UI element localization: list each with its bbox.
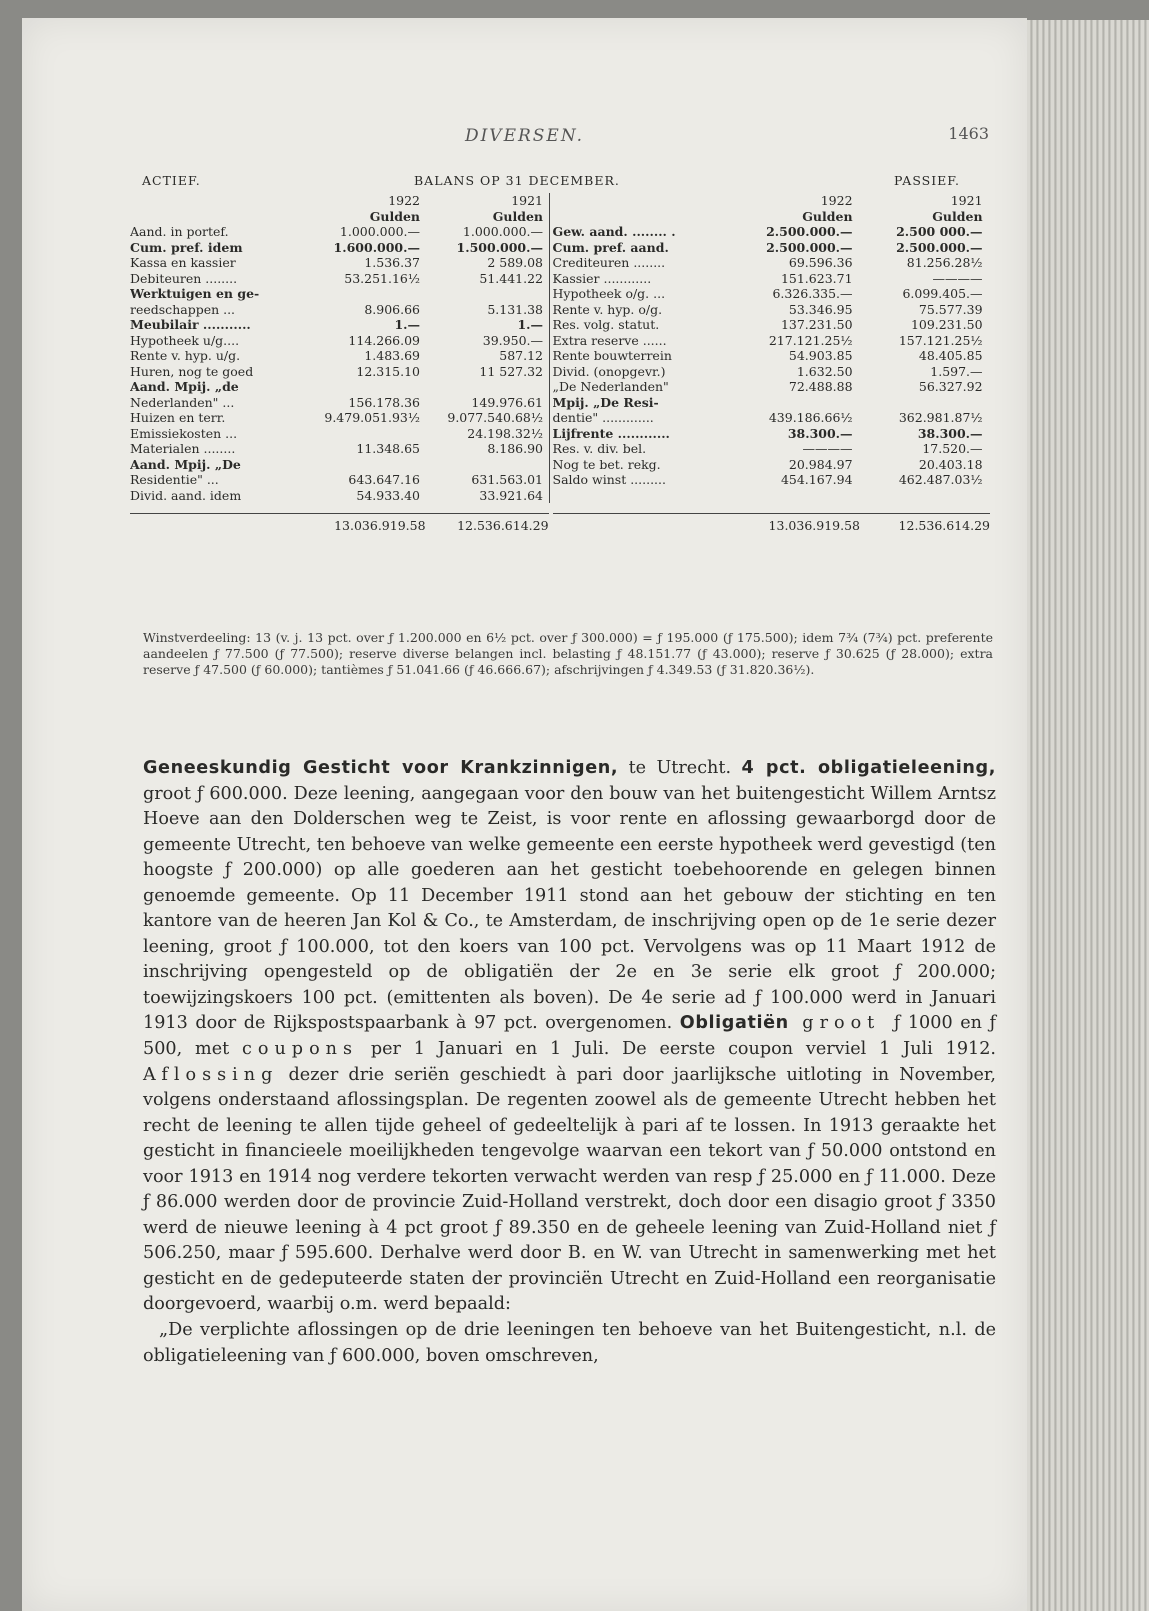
value-1922: 54.903.85 xyxy=(788,348,853,363)
row-label: dentie" ............. xyxy=(552,410,654,425)
value-1922: ———— xyxy=(802,441,853,456)
value-1921: 48.405.85 xyxy=(918,348,983,363)
currency-header-row xyxy=(130,209,549,225)
value-1921: 17.520.— xyxy=(922,441,983,456)
value-1921: 81.256.28½ xyxy=(906,255,983,270)
row-label: Extra reserve ...... xyxy=(552,332,667,348)
balance-row xyxy=(553,317,990,333)
balance-row xyxy=(130,410,549,426)
value-1921: 8.186.90 xyxy=(487,441,543,456)
value-1922: 454.167.94 xyxy=(780,472,853,487)
currency-header-row xyxy=(553,209,990,225)
row-label: Residentie" ... xyxy=(130,472,219,487)
value-1922: 151.623.71 xyxy=(780,270,853,286)
balance-row xyxy=(553,410,990,426)
total-aktief-1921: 12.536.614.29 xyxy=(457,518,549,533)
balance-row xyxy=(553,441,990,457)
value-1921 xyxy=(420,379,543,395)
value-1922: 9.479.051.93½ xyxy=(324,410,420,425)
balance-row xyxy=(553,395,990,411)
book-page xyxy=(22,18,1027,1611)
row-label: Saldo winst ......... xyxy=(552,472,666,487)
value-1922: 20.984.97 xyxy=(788,456,853,472)
value-1922 xyxy=(320,379,420,395)
value-1922: 6.326.335.— xyxy=(772,286,853,301)
currency-label: Gulden xyxy=(802,208,853,224)
value-1921: 2.500.000.— xyxy=(896,239,983,255)
balance-title: BALANS OP 31 DECEMBER. xyxy=(414,173,620,188)
balance-row xyxy=(130,224,549,240)
row-label: Mpij. „De Resi- xyxy=(552,394,659,410)
year-header-row xyxy=(130,193,549,209)
value-1921: 39.950.— xyxy=(482,332,543,348)
row-label: Rente v. hyp. u/g. xyxy=(130,348,241,363)
value-1922: 1.483.69 xyxy=(364,348,420,363)
balance-row xyxy=(130,379,549,395)
balance-header xyxy=(130,173,990,193)
row-label: Crediteuren ........ xyxy=(552,255,666,270)
value-1921: 11 527.32 xyxy=(479,363,543,379)
year-1921: 1921 xyxy=(511,193,543,208)
value-1921: 631.563.01 xyxy=(471,472,543,487)
value-1921: 149.976.61 xyxy=(471,394,543,410)
value-1922: 114.266.09 xyxy=(348,332,420,348)
balance-row xyxy=(553,472,990,488)
balance-row xyxy=(553,333,990,349)
balance-row xyxy=(553,240,990,256)
value-1922: 1.600.000.— xyxy=(333,239,420,255)
row-label: Huizen en terr. xyxy=(130,410,226,425)
value-1921: 1.597.— xyxy=(930,363,983,379)
balance-row xyxy=(130,395,549,411)
value-1921: 587.12 xyxy=(499,348,543,363)
value-1921: 20.403.18 xyxy=(918,456,983,472)
value-1921: 51.441.22 xyxy=(479,270,543,286)
groot-word: groot xyxy=(788,1013,894,1034)
value-1921: 24.198.32½ xyxy=(467,425,543,441)
currency-label: Gulden xyxy=(932,208,983,224)
passief-column xyxy=(550,193,990,503)
value-1922: 2.500.000.— xyxy=(766,224,853,239)
value-1921: 6.099.405.— xyxy=(902,286,983,301)
value-1921: 462.487.03½ xyxy=(898,472,983,487)
balance-row xyxy=(130,426,549,442)
balance-row xyxy=(553,457,990,473)
row-label: Nederlanden" ... xyxy=(130,394,235,410)
row-label: Divid. (onopgevr.) xyxy=(552,363,666,379)
row-label: „De Nederlanden" xyxy=(552,379,669,394)
row-label: Cum. pref. aand. xyxy=(552,239,669,255)
balance-row xyxy=(130,333,549,349)
article-title-rest: te Utrecht. xyxy=(618,758,732,778)
balance-row xyxy=(553,364,990,380)
value-1921 xyxy=(420,457,543,473)
value-1921: 56.327.92 xyxy=(918,379,983,394)
row-label: Meubilair ........... xyxy=(130,317,251,332)
balance-row xyxy=(130,317,549,333)
winstverdeeling-note: Winstverdeeling: 13 (v. j. 13 pct. over ƒ 1.200.000 en 6½ pct. over ƒ 300.000) = ƒ 195.000 (ƒ 175.500); idem 7¾ (7¾) pct. preferente aandeelen ƒ 77.500 (ƒ 77.500); reserve diverse belangen incl. belasting ƒ 48.151.77 (ƒ 43.000); reserve ƒ 30.625 (ƒ 28.000); extra reserve ƒ 47.500 (ƒ 60.000); tantièmes ƒ 51.041.66 (ƒ 46.666.67); afschrijvingen ƒ 4.349.53 (ƒ 31.820.36½). xyxy=(143,630,993,677)
balance-sheet xyxy=(130,173,990,533)
totals-row xyxy=(130,513,990,533)
value-1922: 1.632.50 xyxy=(796,363,853,379)
balance-row xyxy=(130,255,549,271)
value-1922: 8.906.66 xyxy=(364,301,420,317)
row-label: Kassier ............ xyxy=(552,270,652,286)
year-1922: 1922 xyxy=(820,193,853,208)
value-1922: 217.121.25½ xyxy=(768,332,853,348)
balance-row xyxy=(130,302,549,318)
article-title: Geneeskundig Gesticht voor Krankzinnigen, xyxy=(143,758,619,778)
balance-row xyxy=(130,364,549,380)
value-1922: 12.315.10 xyxy=(356,363,420,379)
row-label: Nog te bet. rekg. xyxy=(552,456,661,472)
page-number: 1463 xyxy=(948,124,989,143)
row-label: Aand. Mpij. „De xyxy=(130,456,241,472)
aktief-label: ACTIEF. xyxy=(142,173,201,188)
quote-paragraph: „De verplichte aflossingen op de drie leeningen ten behoeve van het Buitengesticht, n.l. de obligatieleening van ƒ 600.000, boven omschreven, xyxy=(143,1320,996,1366)
row-label: Kassa en kassier xyxy=(130,255,236,270)
balance-row xyxy=(553,379,990,395)
balance-row xyxy=(130,348,549,364)
row-label: Gew. aand. ........ . xyxy=(552,224,676,239)
year-1921: 1921 xyxy=(950,193,983,208)
balance-row xyxy=(130,240,549,256)
value-1922: 69.596.36 xyxy=(788,255,853,270)
row-label: Materialen ........ xyxy=(130,441,236,456)
balance-row xyxy=(553,255,990,271)
running-title: DIVERSEN. xyxy=(464,126,585,146)
value-1921: 109.231.50 xyxy=(910,317,983,332)
book-page-edges xyxy=(1027,20,1149,1611)
balance-row xyxy=(553,302,990,318)
balance-row xyxy=(553,271,990,287)
paragraph-text: per 1 Januari en 1 Juli. De eerste coupon verviel 1 Juli 1912. xyxy=(358,1039,996,1060)
value-1922: 1.536.37 xyxy=(364,255,420,270)
value-1921: 1.— xyxy=(517,317,543,332)
value-1921: 157.121.25½ xyxy=(898,332,983,348)
row-label: Lijfrente ............ xyxy=(552,425,670,441)
paragraph-text: dezer drie seriën geschiedt à pari door jaarlijksche uitloting in November, volgens onderstaand aflossingsplan. De regenten zoowel als de gemeente Utrecht hebben het recht de leening te allen tijde geheel of gedeeltelijk à pari af te lossen. In 1913 geraakte het gesticht in financieele moeilijkheden tengevolge waarvan een tekort van ƒ 50.000 ontstond en voor 1913 en 1914 nog verdere tekorten verwacht werden van resp ƒ 25.000 en ƒ 11.000. Deze ƒ 86.000 werden door de provincie Zuid-Holland verstrekt, doch door een disagio groot ƒ 3350 werd de nieuwe leening à 4 pct groot ƒ 89.350 en de geheele leening van Zuid-Holland niet ƒ 506.250, maar ƒ 595.600. Derhalve werd door B. en W. van Utrecht in samenwerking met het gesticht en de gedeputeerde staten der provinciën Utrecht en Zuid-Holland een reorganisatie doorgevoerd, waarbij o.m. werd bepaald: xyxy=(143,1064,996,1315)
total-passief-1921: 12.536.614.29 xyxy=(898,518,990,533)
row-label: Werktuigen en ge- xyxy=(130,286,260,301)
value-1922 xyxy=(743,395,853,411)
balance-row xyxy=(553,426,990,442)
value-1922: 1.000.000.— xyxy=(339,224,420,239)
row-label: Cum. pref. idem xyxy=(130,239,243,255)
value-1922 xyxy=(320,457,420,473)
value-1921: 38.300.— xyxy=(917,425,983,441)
value-1921: 5.131.38 xyxy=(487,301,543,317)
value-1922 xyxy=(320,286,420,302)
year-1922: 1922 xyxy=(388,193,420,208)
row-label: Debiteuren ........ xyxy=(130,270,238,286)
balance-row xyxy=(130,271,549,287)
value-1922: 53.346.95 xyxy=(788,301,853,317)
loan-title: 4 pct. obligatieleening, xyxy=(741,758,996,778)
aktief-column xyxy=(130,193,550,503)
value-1921: 33.921.64 xyxy=(479,487,543,503)
value-1921 xyxy=(853,395,983,411)
row-label: Emissiekosten ... xyxy=(130,425,238,441)
currency-label: Gulden xyxy=(492,208,543,224)
balance-row xyxy=(130,457,549,473)
value-1922: 72.488.88 xyxy=(788,379,853,394)
value-1922: 11.348.65 xyxy=(356,441,420,456)
passief-label: PASSIEF. xyxy=(894,173,960,188)
row-label: Res. volg. statut. xyxy=(552,317,660,332)
balance-row xyxy=(553,348,990,364)
row-label: reedschappen ... xyxy=(130,301,236,317)
balance-row xyxy=(130,441,549,457)
value-1922: 137.231.50 xyxy=(780,317,853,332)
value-1922: 53.251.16½ xyxy=(344,270,420,286)
paragraph-text: groot ƒ 600.000. Deze leening, aangegaan voor den bouw van het buitengesticht Willem Arntsz Hoeve aan den Dolderschen weg te Zeist, is voor rente en aflossing gewaarborgd door de gemeente Utrecht, ten behoeve van welke gemeente een eerste hypotheek werd gevestigd (ten hoogste ƒ 200.000) op alle goederen aan het gesticht toebehoorende en gelegen binnen genoemde gemeente. Op 11 December 1911 stond aan het gebouw der stichting en ten kantore van de heeren Jan Kol & Co., te Amsterdam, de inschrijving open op de 1e serie dezer leening, groot ƒ 100.000, tot den koers van 100 pct. Vervolgens was op 11 Maart 1912 de inschrijving opengesteld op de obligatiën der 2e en 3e serie elk groot ƒ 200.000; toewijzingskoers 100 pct. (emittenten als boven). De 4e serie ad ƒ 100.000 werd in Januari 1913 door de Rijkspostspaarbank à 97 pct. overgenomen. xyxy=(143,783,996,1034)
row-label: Divid. aand. idem xyxy=(130,487,242,503)
value-1922: 1.— xyxy=(394,317,420,332)
obligatien-label: Obligatiën xyxy=(679,1013,789,1034)
row-label: Rente v. hyp. o/g. xyxy=(552,301,663,317)
article-body xyxy=(143,756,996,1369)
value-1921: 1.000.000.— xyxy=(462,224,543,239)
value-1921 xyxy=(420,286,543,302)
currency-label: Gulden xyxy=(369,208,420,224)
balance-row xyxy=(130,472,549,488)
value-1921: 75.577.39 xyxy=(918,301,983,317)
year-header-row xyxy=(553,193,990,209)
value-1922: 643.647.16 xyxy=(348,472,420,487)
coupons-word: coupons xyxy=(242,1039,359,1060)
total-passief-1922: 13.036.919.58 xyxy=(768,518,860,533)
balance-row xyxy=(553,224,990,240)
value-1921: 2.500 000.— xyxy=(896,224,983,239)
aflossing-word: Aflossing xyxy=(143,1064,279,1085)
total-aktief-1922: 13.036.919.58 xyxy=(334,518,426,533)
row-label: Huren, nog te goed xyxy=(130,363,254,379)
value-1921: 9.077.540.68½ xyxy=(447,410,543,425)
value-1922: 2.500.000.— xyxy=(766,239,853,255)
value-1921: 1.500.000.— xyxy=(456,239,543,255)
row-label: Aand. Mpij. „de xyxy=(130,379,239,394)
balance-row xyxy=(130,286,549,302)
value-1922: 156.178.36 xyxy=(348,394,420,410)
value-1922: 439.186.66½ xyxy=(768,410,853,425)
row-label: Hypotheek o/g. ... xyxy=(552,286,666,301)
article-paragraph xyxy=(143,756,996,1318)
row-label: Hypotheek u/g.... xyxy=(130,332,240,348)
value-1922 xyxy=(320,426,420,442)
value-1922: 54.933.40 xyxy=(356,487,420,503)
row-label: Rente bouwterrein xyxy=(552,348,672,363)
row-label: Aand. in portef. xyxy=(130,224,229,239)
value-1921: 362.981.87½ xyxy=(898,410,983,425)
row-label: Res. v. div. bel. xyxy=(552,441,647,456)
paragraph-text: ƒ 1000 en ƒ 500, met xyxy=(143,1013,996,1060)
balance-row xyxy=(130,488,549,504)
value-1922: 38.300.— xyxy=(787,425,853,441)
value-1921: 2 589.08 xyxy=(487,255,543,270)
value-1921: ———— xyxy=(932,270,983,286)
balance-row xyxy=(553,286,990,302)
